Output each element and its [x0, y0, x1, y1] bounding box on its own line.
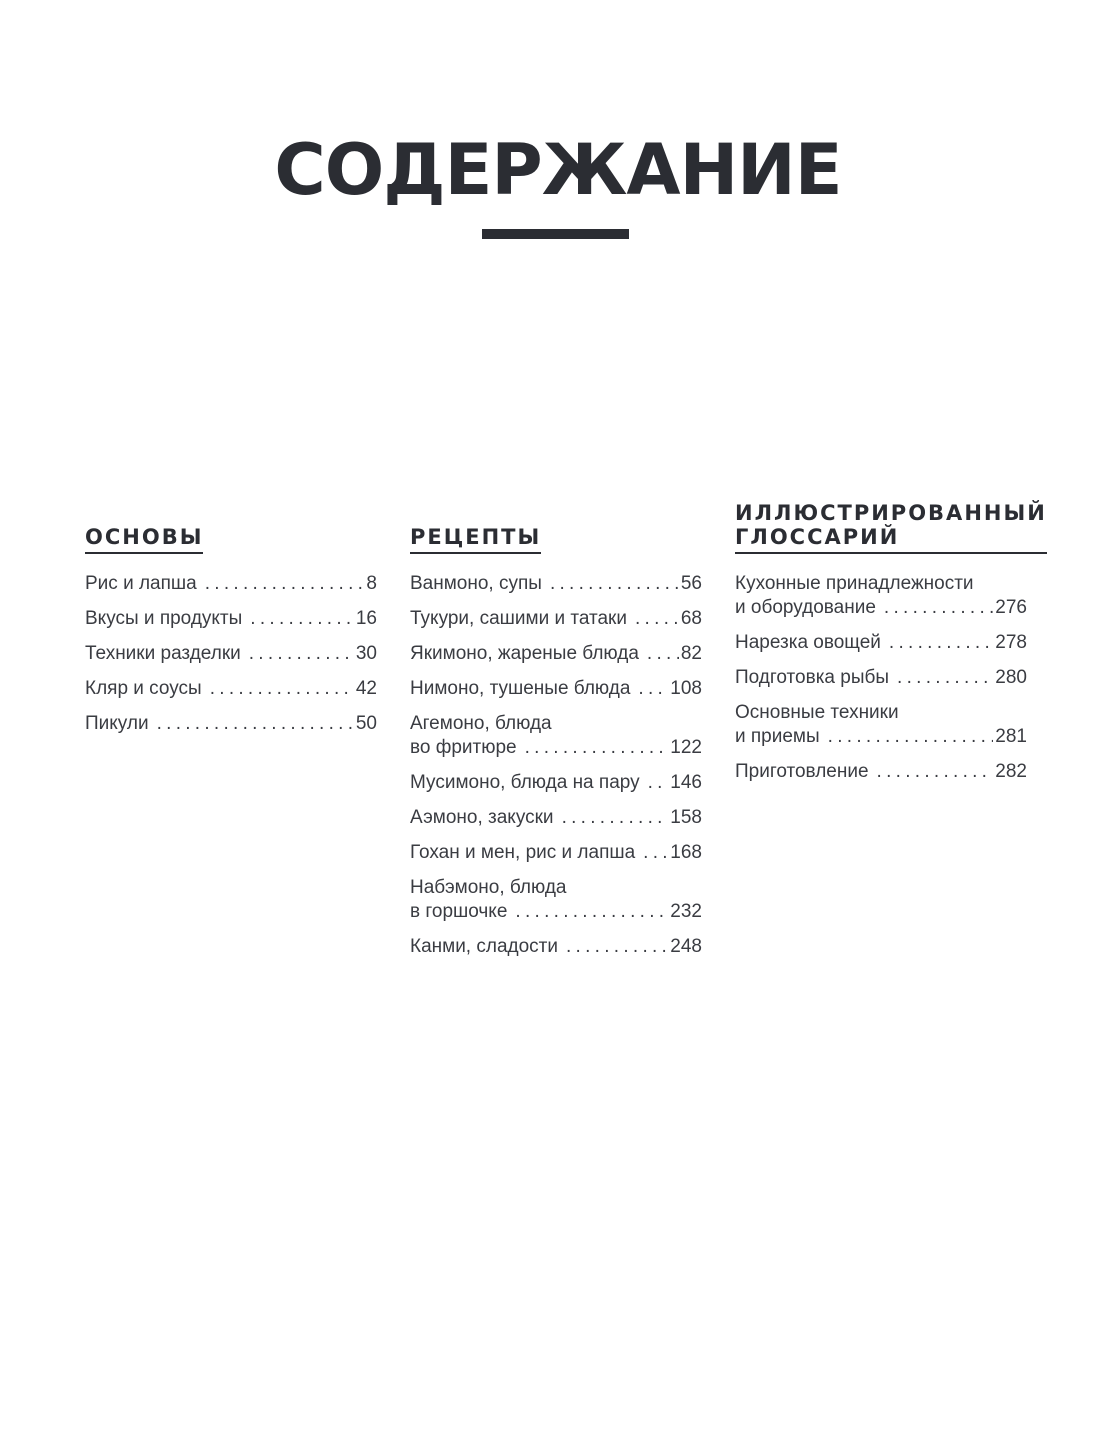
dot-leader	[249, 642, 354, 666]
toc-entry-list	[735, 572, 1027, 784]
toc-entry-title: Гохан и мен, рис и лапша	[410, 842, 636, 863]
dot-leader	[250, 607, 354, 631]
toc-entry-list	[85, 572, 377, 736]
toc-entry-row	[410, 841, 702, 865]
toc-page-number: 248	[670, 936, 702, 957]
dot-leader	[638, 677, 668, 701]
toc-page-number: 16	[355, 608, 377, 629]
toc-entry-row	[735, 725, 1027, 749]
title-underline	[482, 229, 629, 239]
dot-leader	[562, 806, 669, 830]
toc-entry[interactable]	[85, 712, 377, 736]
toc-entry-row	[85, 677, 377, 701]
toc-column-basics	[85, 498, 377, 747]
toc-entry[interactable]	[735, 666, 1027, 690]
toc-entry[interactable]	[735, 701, 1027, 749]
toc-entry-row	[410, 806, 702, 830]
toc-entry-title: Рис и лапша	[85, 573, 197, 594]
toc-entry-row	[410, 572, 702, 596]
section-title-line: ОСНОВЫ	[85, 525, 204, 549]
toc-entry-row	[410, 607, 702, 631]
toc-entry-row	[735, 631, 1027, 655]
dot-leader	[635, 607, 679, 631]
toc-page-number: 158	[670, 807, 702, 828]
toc-entry-row	[410, 642, 702, 666]
dot-leader	[566, 935, 668, 959]
section-title	[735, 501, 1047, 554]
toc-entry-row	[410, 771, 702, 795]
toc-entry-title: Набэмоно, блюда	[410, 877, 567, 898]
toc-entry[interactable]	[735, 572, 1027, 620]
toc-entry-title: Тукури, сашими и татаки	[410, 608, 627, 629]
toc-column-glossary	[735, 498, 1047, 795]
toc-entry-title: Вкусы и продукты	[85, 608, 243, 629]
toc-entry[interactable]	[410, 876, 702, 924]
toc-entry-title: Мусимоно, блюда на пару	[410, 772, 640, 793]
dot-leader	[648, 771, 669, 795]
toc-entry-row	[735, 760, 1027, 784]
toc-entry-title: Подготовка рыбы	[735, 667, 890, 688]
toc-entry[interactable]	[735, 760, 1027, 784]
section-title-line: ИЛЛЮСТРИРОВАННЫЙ	[735, 501, 1047, 525]
toc-column-recipes	[410, 498, 702, 970]
toc-entry-list	[410, 572, 702, 959]
toc-entry-title: Агемоно, блюда	[410, 713, 552, 734]
toc-page-number: 282	[995, 761, 1027, 782]
toc-page-number: 146	[670, 772, 702, 793]
toc-page-number: 232	[670, 901, 702, 922]
toc-entry-title: Нарезка овощей	[735, 632, 881, 653]
section-header	[735, 498, 1047, 554]
toc-entry-row	[85, 642, 377, 666]
toc-entry-row	[735, 596, 1027, 620]
toc-page-number: 56	[680, 573, 702, 594]
toc-entry[interactable]	[85, 642, 377, 666]
toc-entry-title: Техники разделки	[85, 643, 241, 664]
toc-entry[interactable]	[410, 572, 702, 596]
toc-entry-row	[85, 572, 377, 596]
toc-entry-title: Нимоно, тушеные блюда	[410, 678, 631, 699]
toc-entry-title: Кухонные принадлежности	[735, 573, 974, 594]
dot-leader	[157, 712, 354, 736]
dot-leader	[550, 572, 679, 596]
toc-page-number: 68	[680, 608, 702, 629]
dot-leader	[884, 596, 993, 620]
dot-leader	[210, 677, 354, 701]
toc-entry-title: Якимоно, жареные блюда	[410, 643, 639, 664]
toc-entry-title: во фритюре	[410, 737, 517, 758]
toc-entry[interactable]	[410, 607, 702, 631]
section-header	[85, 498, 377, 554]
toc-entry-title: Основные техники	[735, 702, 899, 723]
toc-page-number: 50	[355, 713, 377, 734]
toc-page-number: 108	[670, 678, 702, 699]
toc-entry-title: Пикули	[85, 713, 149, 734]
dot-leader	[205, 572, 365, 596]
section-header	[410, 498, 702, 554]
toc-entry-row	[735, 666, 1027, 690]
section-title-line: РЕЦЕПТЫ	[410, 525, 542, 549]
section-title	[410, 525, 541, 554]
page-title: СОДЕРЖАНИЕ	[274, 129, 842, 211]
dot-leader	[889, 631, 993, 655]
toc-entry-row	[85, 607, 377, 631]
toc-page-number: 122	[670, 737, 702, 758]
toc-page-number: 82	[680, 643, 702, 664]
dot-leader	[515, 900, 668, 924]
toc-entry-title: Канми, сладости	[410, 936, 558, 957]
dot-leader	[877, 760, 994, 784]
toc-entry-row	[410, 935, 702, 959]
toc-entry-title: Ванмоно, супы	[410, 573, 542, 594]
toc-entry-row	[410, 677, 702, 701]
toc-page-number: 276	[995, 597, 1027, 618]
toc-page-number: 278	[995, 632, 1027, 653]
toc-entry[interactable]	[85, 572, 377, 596]
dot-leader	[525, 736, 669, 760]
toc-entry-title: Аэмоно, закуски	[410, 807, 554, 828]
toc-page-number: 42	[355, 678, 377, 699]
toc-entry[interactable]	[410, 806, 702, 830]
toc-page-number: 280	[995, 667, 1027, 688]
toc-page-number: 168	[670, 842, 702, 863]
toc-entry-title: и оборудование	[735, 597, 876, 618]
toc-entry[interactable]	[410, 677, 702, 701]
toc-entry[interactable]	[410, 841, 702, 865]
dot-leader	[897, 666, 993, 690]
toc-entry[interactable]	[410, 771, 702, 795]
section-title	[85, 525, 203, 554]
toc-entry[interactable]	[410, 712, 702, 760]
dot-leader	[828, 725, 994, 749]
toc-entry-row	[85, 712, 377, 736]
toc-page-number: 281	[995, 726, 1027, 747]
toc-entry[interactable]	[735, 631, 1027, 655]
dot-leader	[647, 642, 679, 666]
toc-page-number: 30	[355, 643, 377, 664]
toc-entry[interactable]	[410, 642, 702, 666]
toc-entry-row	[410, 736, 702, 760]
toc-entry-title: Приготовление	[735, 761, 869, 782]
toc-entry-title: Кляр и соусы	[85, 678, 202, 699]
toc-entry-title: в горшочке	[410, 901, 508, 922]
toc-entry-row	[410, 900, 702, 924]
toc-entry[interactable]	[85, 607, 377, 631]
toc-page-number: 8	[366, 573, 377, 594]
dot-leader	[643, 841, 668, 865]
section-title-line: ГЛОССАРИЙ	[735, 525, 900, 549]
toc-entry[interactable]	[85, 677, 377, 701]
toc-entry[interactable]	[410, 935, 702, 959]
toc-entry-title: и приемы	[735, 726, 820, 747]
